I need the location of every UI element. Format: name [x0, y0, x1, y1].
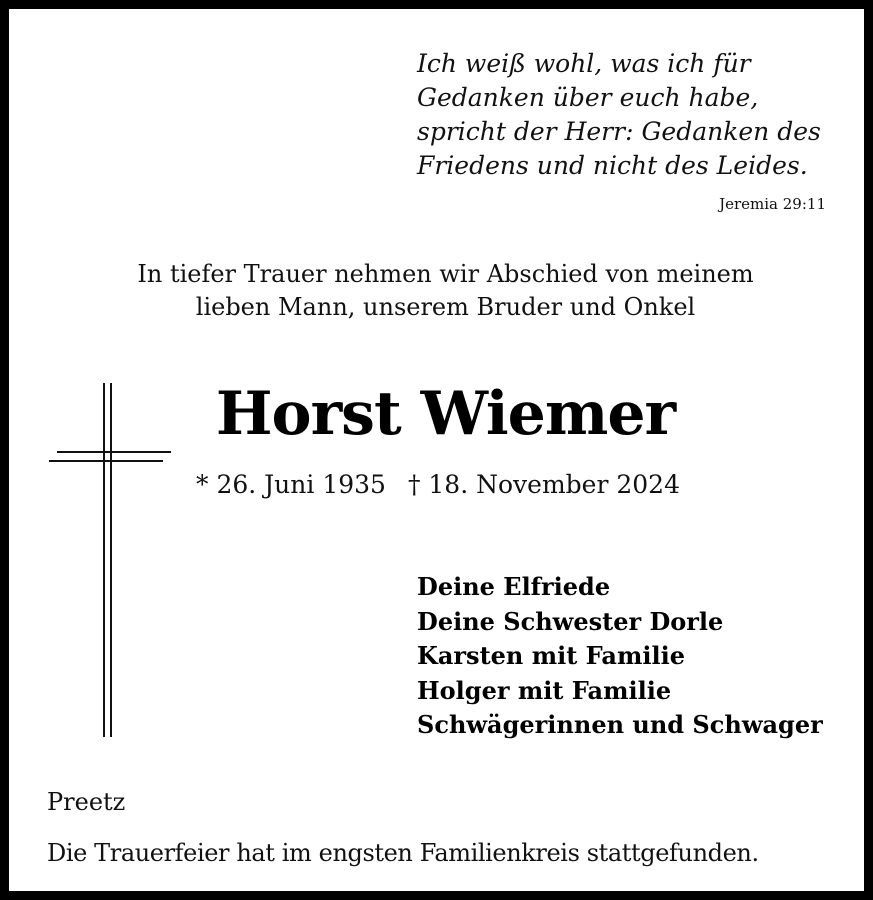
death-date: † 18. November 2024 — [407, 470, 680, 499]
deceased-name: Horst Wiemer — [215, 379, 676, 449]
verse-line: Friedens und nicht des Leides. — [417, 151, 808, 180]
mourner: Deine Elfriede — [417, 572, 611, 601]
mourner: Schwägerinnen und Schwager — [417, 710, 823, 739]
verse-line: Gedanken über euch habe, — [417, 83, 759, 112]
bible-verse — [417, 47, 857, 183]
mourner: Holger mit Familie — [417, 675, 672, 705]
verse-line: Ich weiß wohl, was ich für — [417, 49, 751, 78]
mourners-list — [417, 570, 823, 743]
birth-date: * 26. Juni 1935 — [196, 470, 386, 499]
intro-text — [9, 258, 873, 324]
place: Preetz — [47, 788, 126, 816]
intro-line: lieben Mann, unserem Bruder und Onkel — [195, 293, 696, 321]
mourner: Karsten mit Familie — [417, 641, 685, 670]
intro-line: In tiefer Trauer nehmen wir Abschied von meinem — [137, 260, 754, 288]
verse-line: spricht der Herr: Gedanken des — [417, 117, 821, 146]
funeral-note: Die Trauerfeier hat im engsten Familienkreis stattgefunden. — [47, 839, 759, 867]
mourner: Deine Schwester Dorle — [417, 606, 724, 636]
life-dates — [196, 469, 680, 501]
verse-reference: Jeremia 29:11 — [719, 195, 826, 213]
